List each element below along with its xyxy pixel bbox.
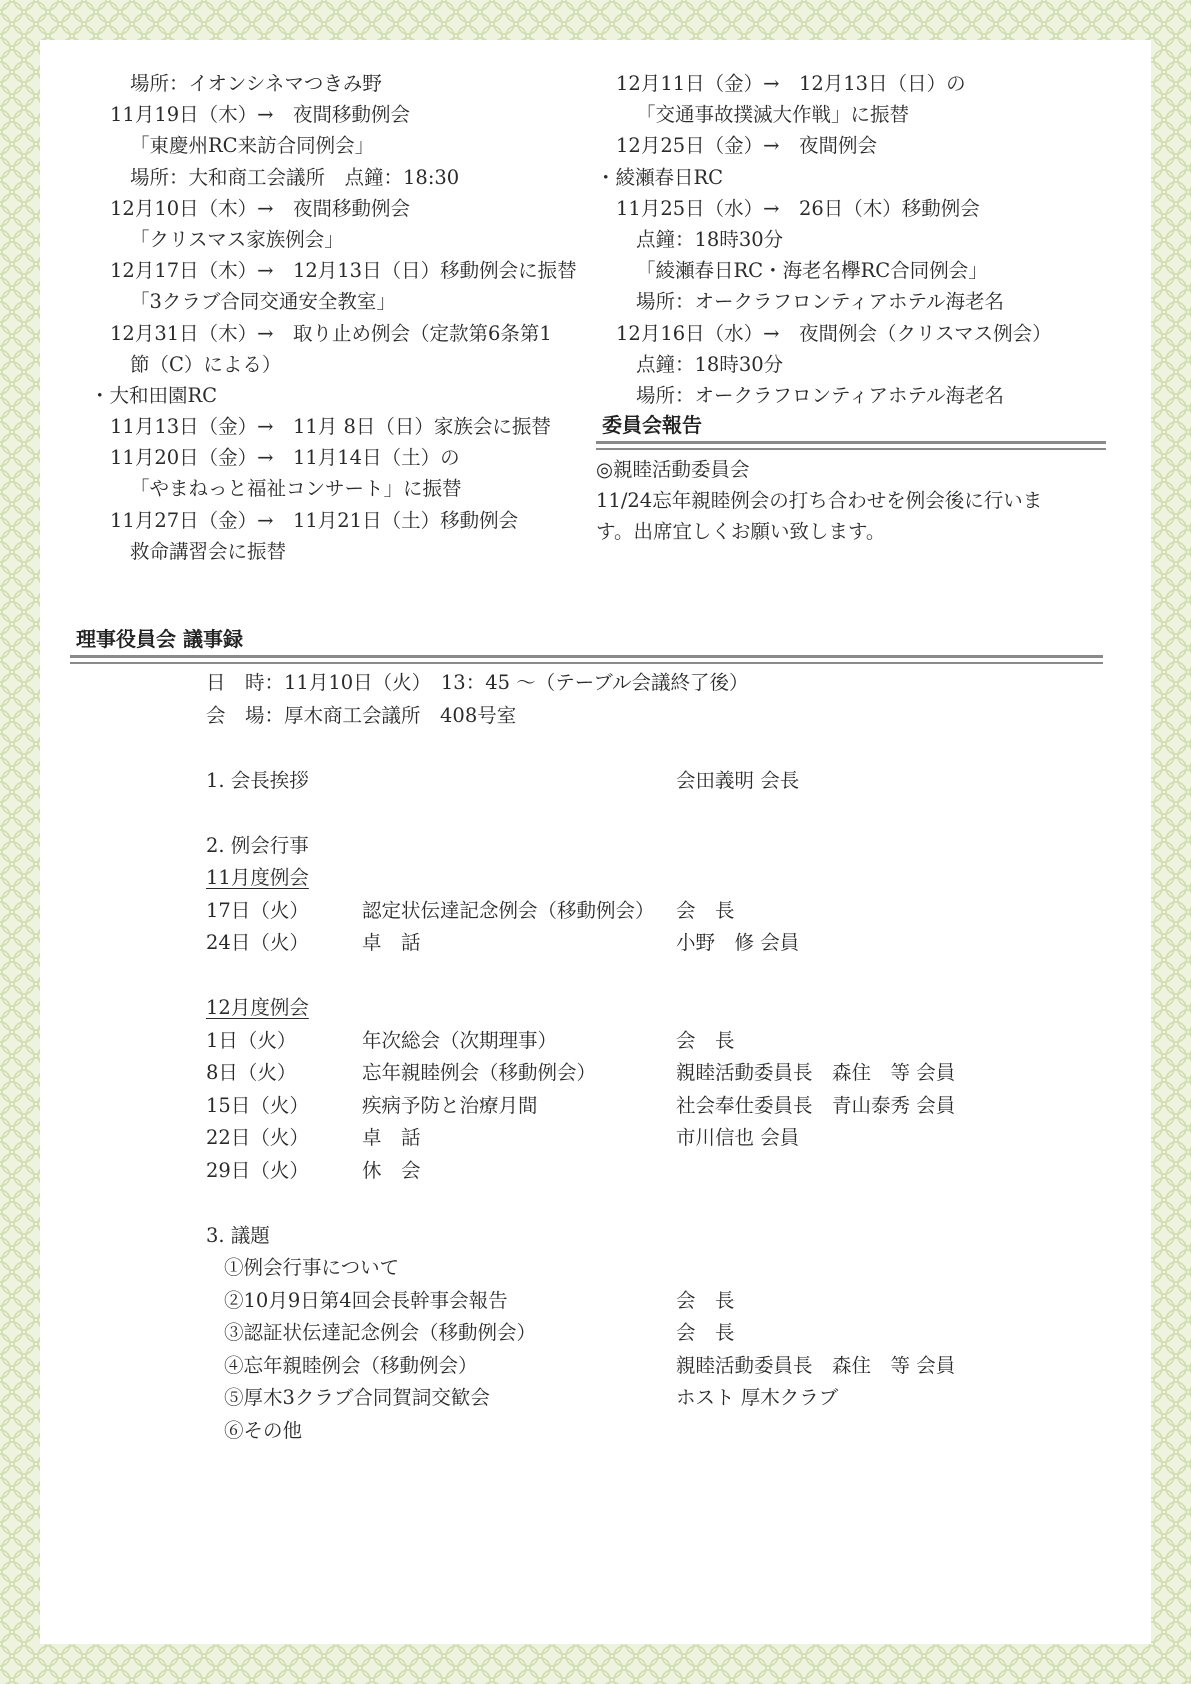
minutes-person: 会 長 [676,1028,735,1052]
committee-report-heading: 委員会報告 [602,413,702,438]
committee-text-line: す。出席宜しくお願い致します。 [596,520,886,544]
minutes-item: 3. 議題 [206,1223,270,1247]
minutes-row [206,1252,1066,1285]
minutes-item: ②10月9日第4回会長幹事会報告 [224,1288,508,1312]
minutes-row [206,1350,1066,1383]
schedule-line: 12月10日（木）→ 夜間移動例会 [110,196,410,220]
minutes-item: 11月度例会 [206,866,309,889]
schedule-line: 12月16日（水）→ 夜間例会（クリスマス例会） [616,321,1052,345]
schedule-line: 11月25日（水）→ 26日（木）移動例会 [616,196,980,220]
minutes-item: 2. 例会行事 [206,833,309,857]
schedule-line: 「交通事故撲滅大作戦」に振替 [636,103,910,127]
schedule-line: 「クリスマス家族例会」 [130,227,344,251]
minutes-person: 会田義明 会長 [676,768,800,792]
minutes-row [206,1090,1066,1123]
minutes-detail: 休 会 [362,1158,421,1182]
schedule-line: 救命講習会に振替 [130,539,287,563]
minutes-row [206,1415,1066,1448]
minutes-item: 8日（火） [206,1061,297,1084]
minutes-person: 会 長 [676,1321,735,1344]
minutes-person: 会 長 [676,898,735,922]
minutes-row [206,1317,1066,1350]
minutes-item: ⑤厚木3クラブ合同賀詞交歓会 [224,1386,490,1409]
schedule-line: 12月25日（金）→ 夜間例会 [616,134,877,158]
minutes-item: 日 時：11月10日（火） 13：45 ～（テーブル会議終了後） [206,671,749,694]
minutes-item: 会 場：厚木商工会議所 408号室 [206,703,517,727]
schedule-line: 節（C）による） [130,352,282,376]
minutes-item: 22日（火） [206,1126,309,1149]
minutes-row [206,667,1066,700]
minutes-detail: 認定状伝達記念例会（移動例会） [362,898,655,922]
minutes-row [206,1155,1066,1188]
minutes-detail: 卓 話 [362,931,421,954]
minutes-person: 市川信也 会員 [676,1126,800,1149]
schedule-line: 場所：イオンシネマつきみ野 [130,72,382,95]
section-rule [596,441,1106,450]
minutes-item: ⑥その他 [224,1418,303,1442]
schedule-line: 場所：オークラフロンティアホテル海老名 [636,383,1004,407]
right-column-schedule [596,68,1106,411]
committee-text-line: 11/24忘年親睦例会の打ち合わせを例会後に行いま [596,489,1043,513]
minutes-row [206,1122,1066,1155]
schedule-line: 12月11日（金）→ 12月13日（日）の [616,72,966,95]
minutes-row [206,1057,1066,1090]
minutes-item: ①例会行事について [224,1256,400,1279]
minutes-person: 会 長 [676,1288,735,1312]
minutes-person: 社会奉仕委員長 青山泰秀 会員 [676,1093,956,1117]
schedule-line: 点鐘：18時30分 [636,352,784,376]
schedule-line: ・大和田園RC [90,383,218,407]
minutes-person: 親睦活動委員長 森住 等 会員 [676,1061,956,1084]
schedule-line: 「東慶州RC来訪合同例会」 [130,134,375,158]
minutes-item: 1日（火） [206,1028,297,1052]
schedule-line: 「やまねっと福祉コンサート」に振替 [130,477,462,501]
minutes-item: 15日（火） [206,1093,309,1117]
schedule-line: ・綾瀬春日RC [596,165,724,189]
schedule-line: 「3クラブ合同交通安全教室」 [130,290,396,314]
minutes-detail: 年次総会（次期理事） [362,1028,558,1052]
minutes-row [206,992,1066,1025]
schedule-line: 点鐘：18時30分 [636,227,784,251]
minutes-person: 親睦活動委員長 森住 等 会員 [676,1353,956,1377]
blank-line [206,1187,1066,1220]
minutes-detail: 忘年親睦例会（移動例会） [362,1061,597,1084]
right-column [596,68,1106,548]
minutes-row [206,830,1066,863]
committee-name: ◎親睦活動委員会 [596,458,750,482]
schedule-line: 場所：大和商工会議所 点鐘：18:30 [130,165,460,189]
minutes-row [206,1285,1066,1318]
minutes-item: ③認証状伝達記念例会（移動例会） [224,1321,537,1344]
page-sheet [40,40,1151,1644]
minutes-item: 12月度例会 [206,996,309,1019]
minutes-item: 24日（火） [206,931,309,954]
schedule-line: 11月20日（金）→ 11月14日（土）の [110,446,460,470]
section-rule [70,655,1103,664]
minutes-row [206,862,1066,895]
minutes-row [206,895,1066,928]
schedule-line: 11月19日（木）→ 夜間移動例会 [110,103,410,127]
minutes-row [206,700,1066,733]
minutes-detail: 卓 話 [362,1126,421,1149]
minutes-person: 小野 修 会員 [676,931,800,954]
minutes-item: ④忘年親睦例会（移動例会） [224,1353,478,1377]
minutes-item: 1. 会長挨拶 [206,768,309,792]
schedule-line: 11月27日（金）→ 11月21日（土）移動例会 [110,508,519,532]
minutes-row [206,927,1066,960]
schedule-line: 11月13日（金）→ 11月 8日（日）家族会に振替 [110,415,551,439]
schedule-line: 12月31日（木）→ 取り止め例会（定款第6条第1 [110,321,552,345]
minutes-row [206,1382,1066,1415]
board-minutes-rows [206,667,1066,1447]
blank-line [206,960,1066,993]
blank-line [206,732,1066,765]
committee-report-body [596,450,1106,548]
minutes-row [206,1025,1066,1058]
committee-report-section [596,411,1106,548]
minutes-person: ホスト 厚木クラブ [676,1386,839,1409]
minutes-row [206,1220,1066,1253]
blank-line [206,797,1066,830]
left-column [90,68,590,567]
board-minutes-heading: 理事役員会 議事録 [76,627,243,651]
minutes-item: 17日（火） [206,898,309,922]
schedule-line: 12月17日（木）→ 12月13日（日）移動例会に振替 [110,259,577,283]
schedule-line: 「綾瀬春日RC・海老名欅RC合同例会」 [636,259,988,283]
minutes-row [206,765,1066,798]
schedule-line: 場所：オークラフロンティアホテル海老名 [636,290,1004,314]
board-minutes-section [70,625,1103,1442]
minutes-item: 29日（火） [206,1158,309,1182]
minutes-detail: 疾病予防と治療月間 [362,1093,538,1117]
